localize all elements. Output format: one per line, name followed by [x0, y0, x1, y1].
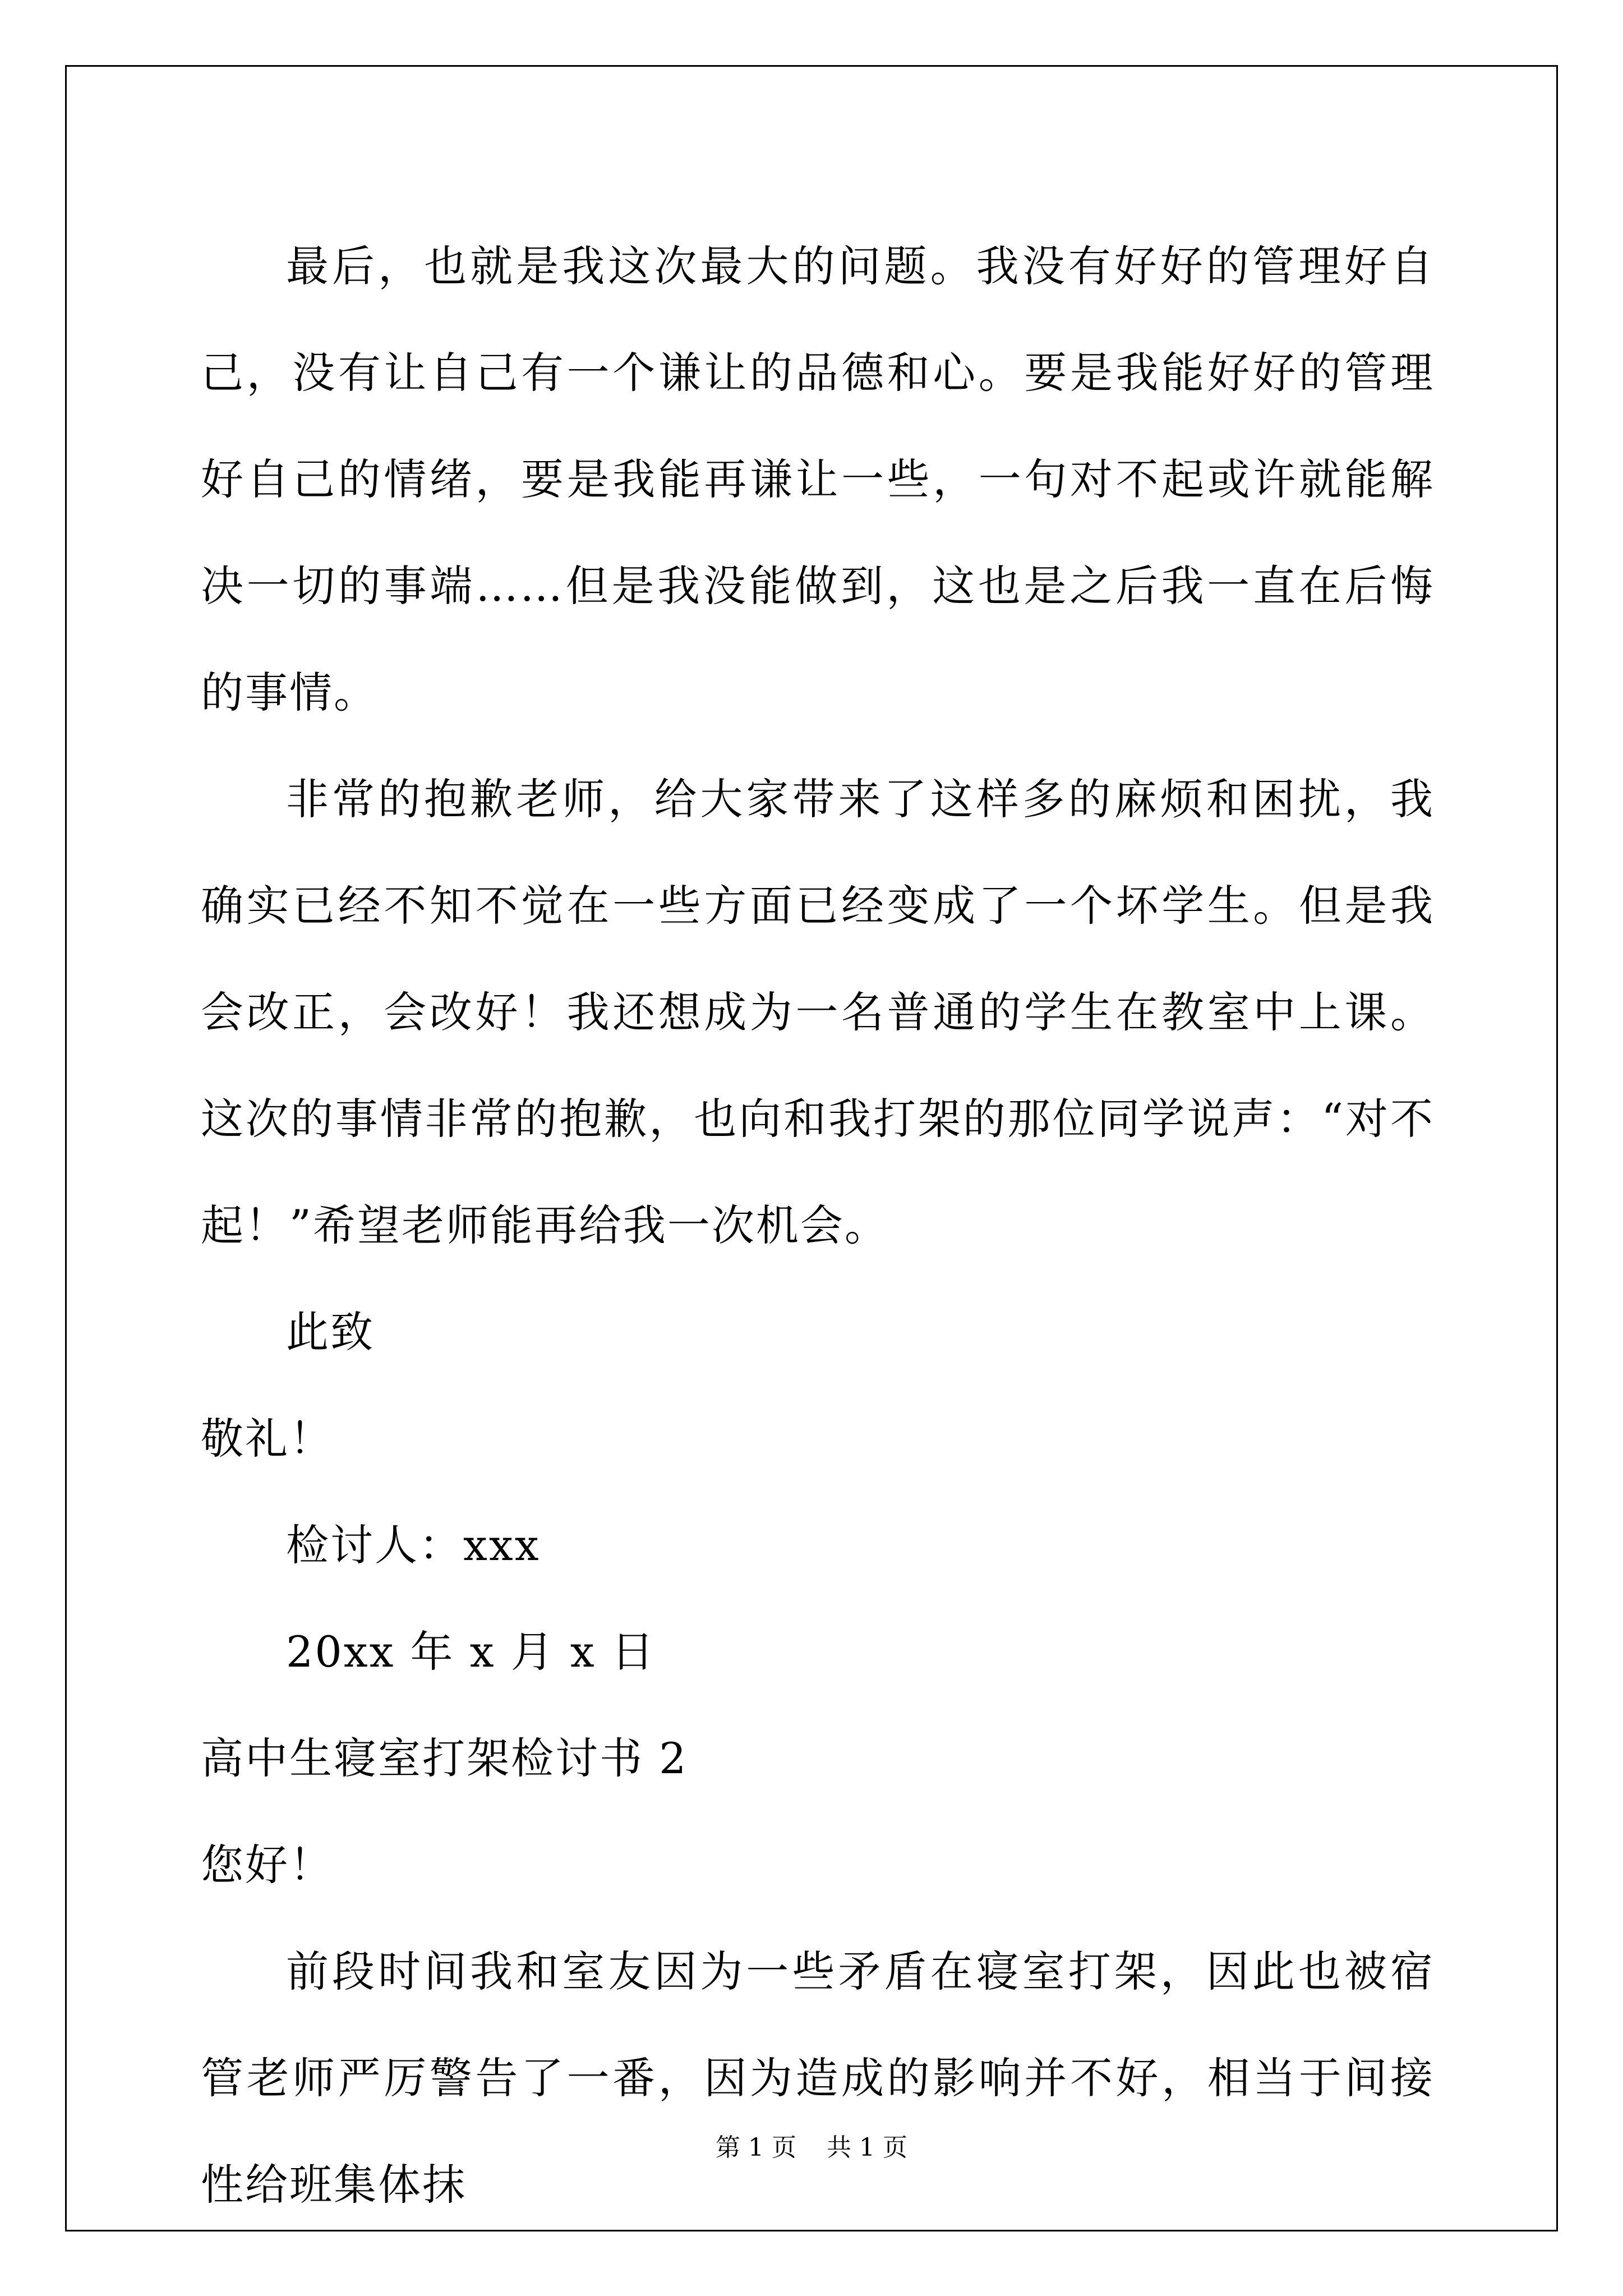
closing-salutation: 此致: [286, 1307, 375, 1357]
section-title: 高中生寝室打架检讨书 2: [201, 1733, 688, 1783]
signature-line: 检讨人：xxx: [286, 1520, 541, 1570]
greeting: 您好！: [201, 1840, 334, 1890]
document-body: [201, 213, 1435, 2238]
page-total: 共 1 页: [827, 2133, 907, 2162]
paragraph-2: 非常的抱歉老师，给大家带来了这样多的麻烦和困扰，我确实已经不知不觉在一些方面已经变成了一个坏学生。但是我会改正，会改好！我还想成为一名普通的学生在教室中上课。这次的事情非常的抱歉，也向和我打架的那位同学说声：“对不起！”希望老师能再给我一次机会。: [201, 774, 1435, 1250]
page-number: 第 1 页: [716, 2133, 796, 2162]
date-line: 20xx 年 x 月 x 日: [286, 1627, 656, 1677]
page-footer: [0, 2127, 1623, 2163]
paragraph-1: 最后，也就是我这次最大的问题。我没有好好的管理好自己，没有让自己有一个谦让的品德和心。要是我能好好的管理好自己的情绪，要是我能再谦让一些，一句对不起或许就能解决一切的事端……但是我没能做到，这也是之后我一直在后悔的事情。: [201, 241, 1435, 717]
paragraph-3: 前段时间我和室友因为一些矛盾在寝室打架，因此也被宿管老师严厉警告了一番，因为造成的影响并不好，相当于间接性给班集体抹: [201, 1947, 1435, 2210]
closing-respect: 敬礼！: [201, 1414, 334, 1464]
